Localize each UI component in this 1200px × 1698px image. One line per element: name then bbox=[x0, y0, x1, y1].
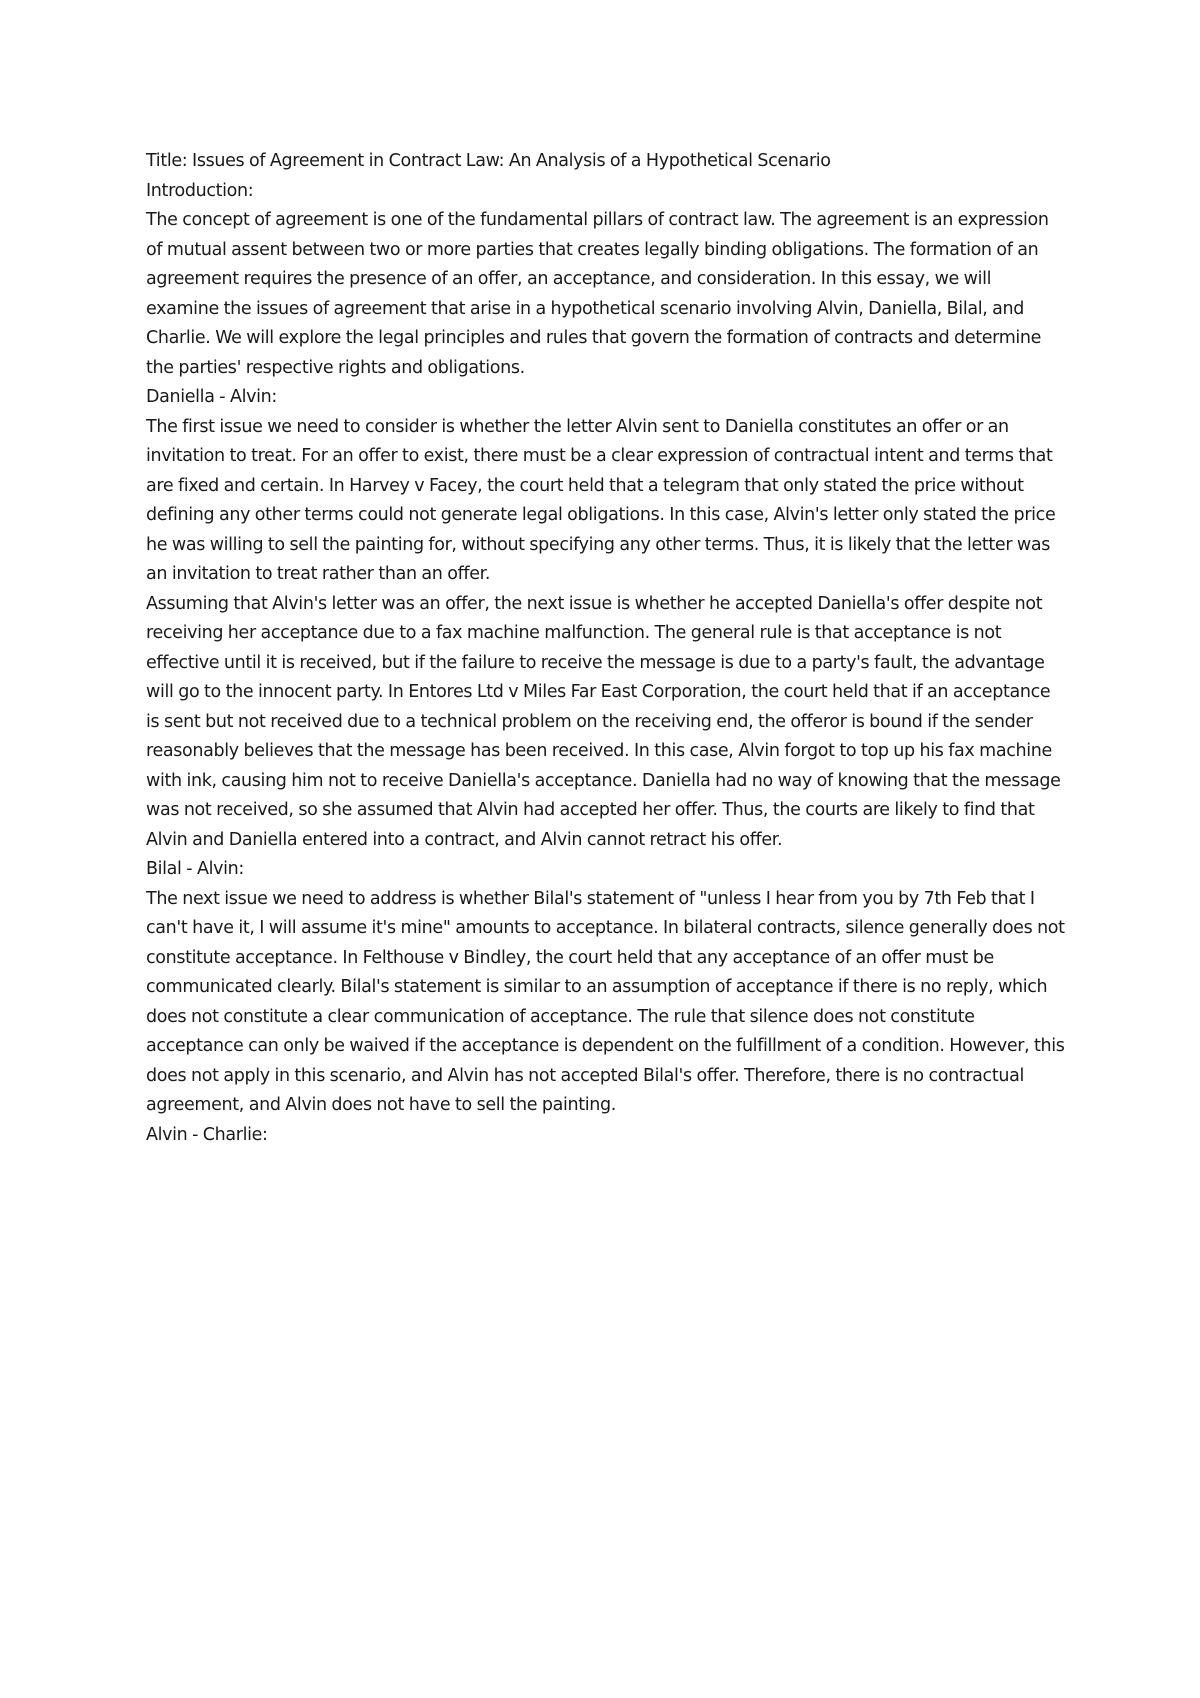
daniella-alvin-paragraph-2: Assuming that Alvin's letter was an offer, the next issue is whether he accepted Daniella's offer despite not receiving her acceptance due to a fax machine malfunction. The general rule is that acceptance is not effective until it is received, but if the failure to receive the message is due to a party's fault, the advantage will go to the innocent party. In Entores Ltd v Miles Far East Corporation, the court held that if an acceptance is sent but not received due to a technical problem on the receiving end, the offeror is bound if the sender reasonably believes that the message has been received. In this case, Alvin forgot to top up his fax machine with ink, causing him not to receive Daniella's acceptance. Daniella had no way of knowing that the message was not received, so she assumed that Alvin had accepted her offer. Thus, the courts are likely to find that Alvin and Daniella entered into a contract, and Alvin cannot retract his offer. bbox=[146, 593, 1061, 850]
section-heading-bilal-alvin: Bilal - Alvin: bbox=[146, 859, 244, 879]
bilal-alvin-paragraph: The next issue we need to address is whether Bilal's statement of "unless I hear from you by 7th Feb that I can't have it, I will assume it's mine" amounts to acceptance. In bilateral contracts, silence generally does not constitute acceptance. In Felthouse v Bindley, the court held that any acceptance of an offer must be communicated clearly. Bilal's statement is similar to an assumption of acceptance if there is no reply, which does not constitute a clear communication of acceptance. The rule that silence does not constitute acceptance can only be waived if the acceptance is dependent on the fulfillment of a condition. However, this does not apply in this scenario, and Alvin has not accepted Bilal's offer. Therefore, there is no contractual agreement, and Alvin does not have to sell the painting. bbox=[146, 888, 1065, 1115]
section-heading-alvin-charlie: Alvin - Charlie: bbox=[146, 1124, 268, 1145]
daniella-alvin-paragraph-1: The first issue we need to consider is whether the letter Alvin sent to Daniella constitutes an offer or an invitation to treat. For an offer to exist, there must be a clear expression of contractual intent and terms that are fixed and certain. In Harvey v Facey, the court held that a telegram that only stated the price without defining any other terms could not generate legal obligations. In this case, Alvin's letter only stated the price he was willing to sell the painting for, without specifying any other terms. Thus, it is likely that the letter was an invitation to treat rather than an offer. bbox=[146, 416, 1056, 584]
section-heading-daniella-alvin: Daniella - Alvin: bbox=[146, 387, 277, 407]
section-heading-introduction: Introduction: bbox=[146, 180, 254, 201]
introduction-paragraph: The concept of agreement is one of the fundamental pillars of contract law. The agreement is an expression of mutual assent between two or more parties that creates legally binding obligations. The formation of an agreement requires the presence of an offer, an acceptance, and consideration. In this essay, we will examine the issues of agreement that arise in a hypothetical scenario involving Alvin, Daniella, Bilal, and Charlie. We will explore the legal principles and rules that govern the formation of contracts and determine the parties' respective rights and obligations. bbox=[146, 210, 1049, 378]
document-title: Title: Issues of Agreement in Contract Law: An Analysis of a Hypothetical Scenario bbox=[146, 151, 831, 171]
document-body bbox=[146, 147, 1066, 1150]
